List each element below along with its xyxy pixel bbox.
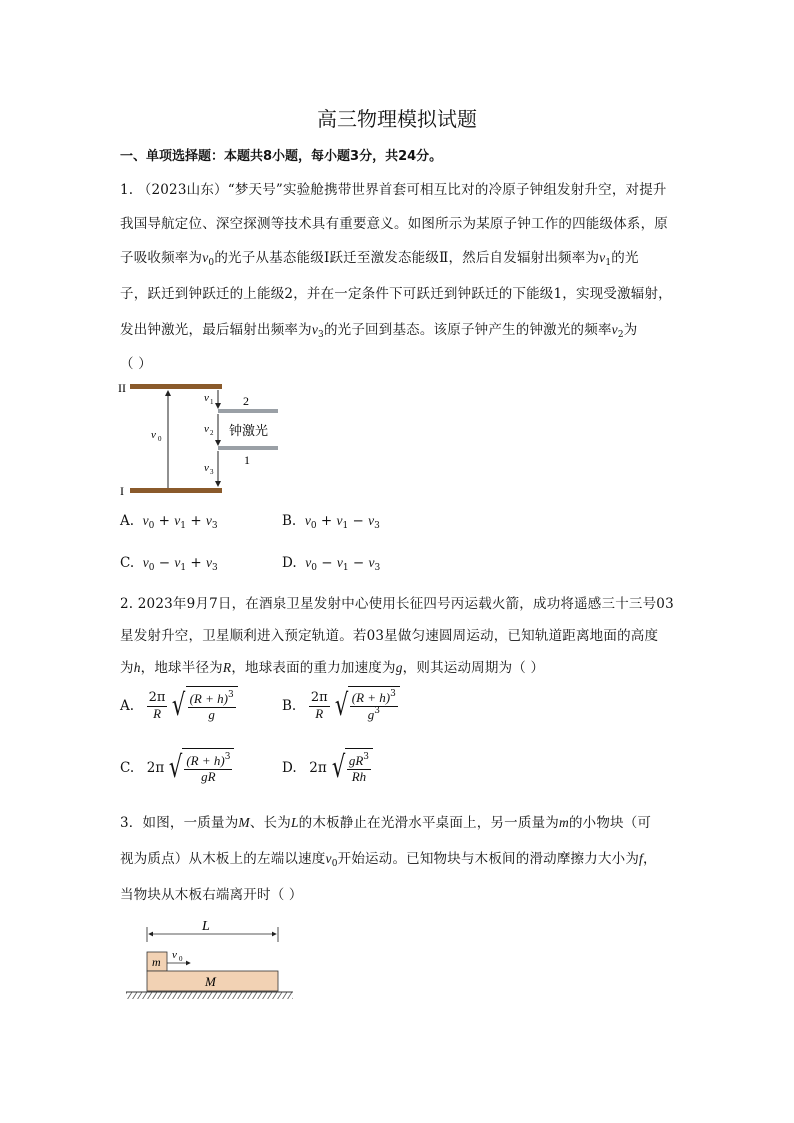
q1-line-5: 发出钟激光，最后辐射出频率为$\nu_3$的光子回到基态。该原子钟产生的钟激光的频率$\nu_2$为 <box>120 322 638 340</box>
q1-line-1: 1. （2023山东）“梦天号”实验舱携带世界首套可相互比对的冷原子钟组发射升空，对提升 <box>120 182 667 198</box>
level-2-bar <box>218 409 278 413</box>
q2-option-c[interactable]: C. 2π √ $\frac{(R + h)^3}{gR}$ <box>120 748 234 788</box>
label-level-2: 2 <box>243 394 249 408</box>
board-block-diagram <box>122 912 297 1004</box>
q1-option-d[interactable]: D. $\nu_0 - \nu_1 - \nu_3$ <box>282 555 381 573</box>
q3-line-1: 3．如图，一质量为M、长为L的木板静止在光滑水平桌面上，另一质量为m的小物块（可 <box>120 815 652 831</box>
q2-option-d[interactable]: D. 2π √ $\frac{gR^3}{Rh}$ <box>282 748 373 788</box>
label-level-I: I <box>120 484 124 498</box>
q2-option-a[interactable]: A. $\frac{2\pi}{R}$ √ $\frac{(R + h)^3}{g}$ <box>120 686 238 726</box>
label-board-mass: M <box>205 974 216 989</box>
q2-line-1: 2. 2023年9月7日，在酒泉卫星发射中心使用长征四号丙运载火箭，成功将遥感三十三号03 <box>120 596 674 612</box>
label-level-II: II <box>118 381 126 395</box>
label-block-mass: m <box>152 955 161 969</box>
q1-line-2: 我国导航定位、深空探测等技术具有重要意义。如图所示为某原子钟工作的四能级体系，原 <box>120 216 668 232</box>
label-nu2-sub: 2 <box>210 429 214 437</box>
q1-line-4: 子，跃迁到钟跃迁的上能级2，并在一定条件下可跃迁到钟跃迁的下能级1，实现受激辐射， <box>120 286 672 302</box>
q1-option-b[interactable]: B. $\nu_0 + \nu_1 - \nu_3$ <box>282 513 380 531</box>
label-nu0: ν <box>151 429 156 441</box>
q3-line-3: 当物块从木板右端离开时（ ） <box>120 887 303 903</box>
q2-option-b[interactable]: B. $\frac{2\pi}{R}$ √ $\frac{(R + h)^3}{g^3}$ <box>282 686 400 726</box>
q3-line-2: 视为质点）从木板上的左端以速度$v_0$开始运动。已知物块与木板间的滑动摩擦力大小为f， <box>120 851 657 869</box>
label-nu1-sub: 1 <box>210 398 214 406</box>
label-velocity: v <box>172 949 177 961</box>
label-clock-laser: 钟激光 <box>229 423 269 438</box>
label-nu0-sub: 0 <box>158 435 162 443</box>
q1-option-c[interactable]: C. $\nu_0 - \nu_1 + \nu_3$ <box>120 555 218 573</box>
level-II-bar <box>130 384 222 389</box>
label-level-1: 1 <box>244 453 250 467</box>
level-I-bar <box>130 488 222 493</box>
label-nu3: ν <box>204 462 209 474</box>
page-title: 高三物理模拟试题 <box>317 107 477 131</box>
level-1-bar <box>218 446 278 450</box>
label-nu3-sub: 3 <box>210 468 214 476</box>
label-nu2: ν <box>204 423 209 435</box>
q1-option-a[interactable]: A. $\nu_0 + \nu_1 + \nu_3$ <box>120 513 218 531</box>
section-heading: 一、单项选择题：本题共8小题，每小题3分，共24分。 <box>120 149 443 164</box>
label-length: L <box>202 919 210 934</box>
q1-line-3: 子吸收频率为$\nu_0$的光子从基态能级Ⅰ跃迁至激发态能级Ⅱ，然后自发辐射出频率为$\nu_1$的光 <box>120 250 639 268</box>
energy-level-diagram <box>118 378 288 498</box>
label-velocity-sub: 0 <box>179 955 183 963</box>
label-nu1: ν <box>204 392 209 404</box>
table-hatching <box>126 992 293 999</box>
q1-answer-paren: （ ） <box>120 356 152 372</box>
q2-line-3: 为h，地球半径为R，地球表面的重力加速度为g，则其运动周期为（ ） <box>120 660 545 676</box>
q2-line-2: 星发射升空，卫星顺利进入预定轨道。若03星做匀速圆周运动，已知轨道距离地面的高度 <box>120 628 659 644</box>
